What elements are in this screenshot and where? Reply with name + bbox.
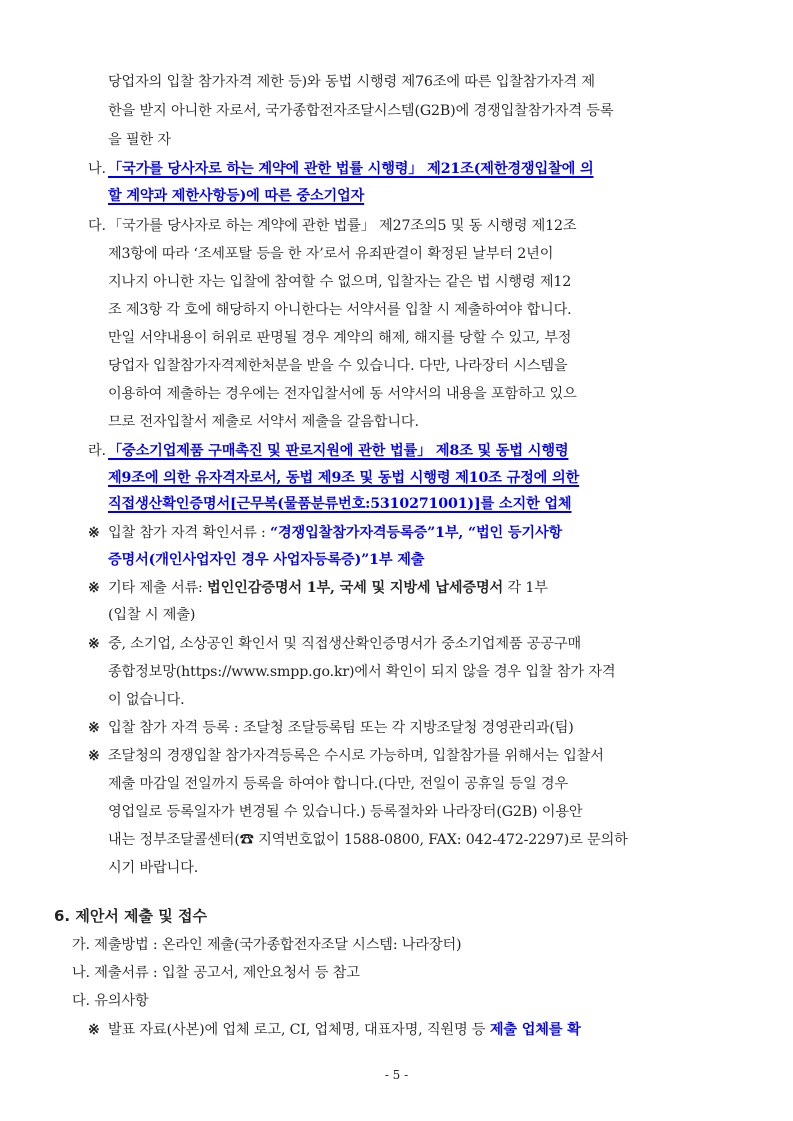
- note-5-line-2: 제출 마감일 전일까지 등록을 하여야 합니다.(다만, 전일이 공휴일 등일 경우: [108, 776, 568, 792]
- note-2-line-1: [108, 578, 548, 598]
- intro-line-1: 당업자의 입찰 참가자격 제한 등)와 동법 시행령 제76조에 따른 입찰참가자격 제: [108, 74, 595, 90]
- item-da-marker: 다.: [88, 218, 106, 234]
- intro-line-3: 을 필한 자: [108, 132, 171, 148]
- item-da-line-8: 므로 전자입찰서 제출로 서약서 제출을 갈음합니다.: [108, 414, 419, 430]
- section-6-title: 6. 제안서 제출 및 접수: [54, 907, 207, 925]
- item-ra-line-3: 직접생산확인증명서[근무복(물품분류번호:5310271001)]를 소지한 업체: [108, 496, 572, 512]
- item-da-line-4: 조 제3항 각 호에 해당하지 아니한다는 서약서를 입찰 시 제출하여야 합니다.: [108, 302, 572, 318]
- note-1-line-2: 증명서(개인사업자인 경우 사업자등록증)”1부 제출: [108, 552, 425, 568]
- note-3-line-2: 종합정보망(https://www.smpp.go.kr)에서 확인이 되지 않을 경우 입찰 참가 자격: [108, 664, 616, 680]
- note-2-line-2: (입찰 시 제출): [108, 607, 196, 623]
- item-da-line-6: 당업자 입찰참가자격제한처분을 받을 수 있습니다. 다만, 나라장터 시스템을: [108, 358, 568, 374]
- item-na-line-2: 할 계약과 제한사항등)에 따른 중소기업자: [108, 188, 365, 204]
- item-da-line-7: 이용하여 제출하는 경우에는 전자입찰서에 동 서약서의 내용을 포함하고 있으: [108, 386, 577, 402]
- section-6-item-2: 나. 제출서류 : 입찰 공고서, 제안요청서 등 참고: [72, 965, 360, 981]
- section-6-note-symbol: ※: [88, 1022, 100, 1038]
- note-2-suffix: 각 1부: [503, 580, 548, 596]
- item-da-line-1: 「국가를 당사자로 하는 계약에 관한 법률」 제27조의5 및 동 시행령 제12조: [108, 218, 577, 234]
- item-na-marker: 나.: [88, 161, 106, 177]
- item-da-line-2: 제3항에 따라 ‘조세포탈 등을 한 자’로서 유죄판결이 확정된 날부터 2년이: [108, 246, 554, 262]
- note-5-line-5: 시기 바랍니다.: [108, 860, 199, 876]
- note-3-line-3: 이 없습니다.: [108, 692, 185, 708]
- note-3-line-1: 중, 소기업, 소상공인 확인서 및 직접생산확인증명서가 중소기업제품 공공구매: [108, 636, 582, 652]
- note-5-line-3: 영업일로 등록일자가 변경될 수 있습니다.) 등록절차와 나라장터(G2B) 이용안: [108, 804, 583, 820]
- item-ra-line-2: 제9조에 의한 유자격자로서, 동법 제9조 및 동법 시행령 제10조 규정에 의한: [108, 470, 580, 486]
- note-1-symbol: ※: [88, 525, 100, 541]
- section-6-item-3: 다. 유의사항: [72, 993, 149, 1009]
- section-6-note-blue: 제출 업체를 확: [489, 1022, 581, 1038]
- item-da-line-3: 지나지 아니한 자는 입찰에 참여할 수 없으며, 입찰자는 같은 법 시행령 제12: [108, 274, 572, 290]
- note-5-line-1: 조달청의 경쟁입찰 참가자격등록은 수시로 가능하며, 입찰참가를 위해서는 입찰서: [108, 748, 604, 764]
- note-5-symbol: ※: [88, 748, 100, 764]
- item-ra-marker: 라.: [88, 443, 106, 459]
- note-2-symbol: ※: [88, 580, 100, 596]
- note-1-line-1: [108, 523, 562, 543]
- note-4-line: 입찰 참가 자격 등록 : 조달청 조달등록팀 또는 각 지방조달청 경영관리과(팀): [108, 720, 574, 736]
- page-number: - 5 -: [384, 1068, 409, 1082]
- note-1-prefix: 입찰 참가 자격 확인서류 :: [108, 525, 270, 541]
- item-na-line-1: 「국가를 당사자로 하는 계약에 관한 법률 시행령」 제21조(제한경쟁입찰에 의: [108, 161, 594, 177]
- item-ra-line-1: 「중소기업제품 구매촉진 및 판로지원에 관한 법률」 제8조 및 동법 시행령: [108, 443, 569, 459]
- section-6-item-1: 가. 제출방법 : 온라인 제출(국가종합전자조달 시스템: 나라장터): [72, 937, 462, 953]
- note-2-bold: 법인인감증명서 1부, 국세 및 지방세 납세증명서: [207, 580, 504, 596]
- item-da-line-5: 만일 서약내용이 허위로 판명될 경우 계약의 해제, 해지를 당할 수 있고, 부정: [108, 330, 572, 346]
- note-2-prefix: 기타 제출 서류:: [108, 580, 208, 596]
- note-5-line-4: 내는 정부조달콜센터(☎ 지역번호없이 1588-0800, FAX: 042-472-2297)로 문의하: [108, 832, 628, 848]
- note-4-symbol: ※: [88, 720, 100, 736]
- intro-line-2: 한을 받지 아니한 자로서, 국가종합전자조달시스템(G2B)에 경쟁입찰참가자격 등록: [108, 103, 614, 119]
- section-6-note-prefix: 발표 자료(사본)에 업체 로고, CI, 업체명, 대표자명, 직원명 등: [108, 1022, 490, 1038]
- note-1-bold-1: “경쟁입찰참가자격등록증”1부, “법인 등기사항: [269, 525, 563, 541]
- note-3-symbol: ※: [88, 636, 100, 652]
- section-6-note: [108, 1020, 581, 1040]
